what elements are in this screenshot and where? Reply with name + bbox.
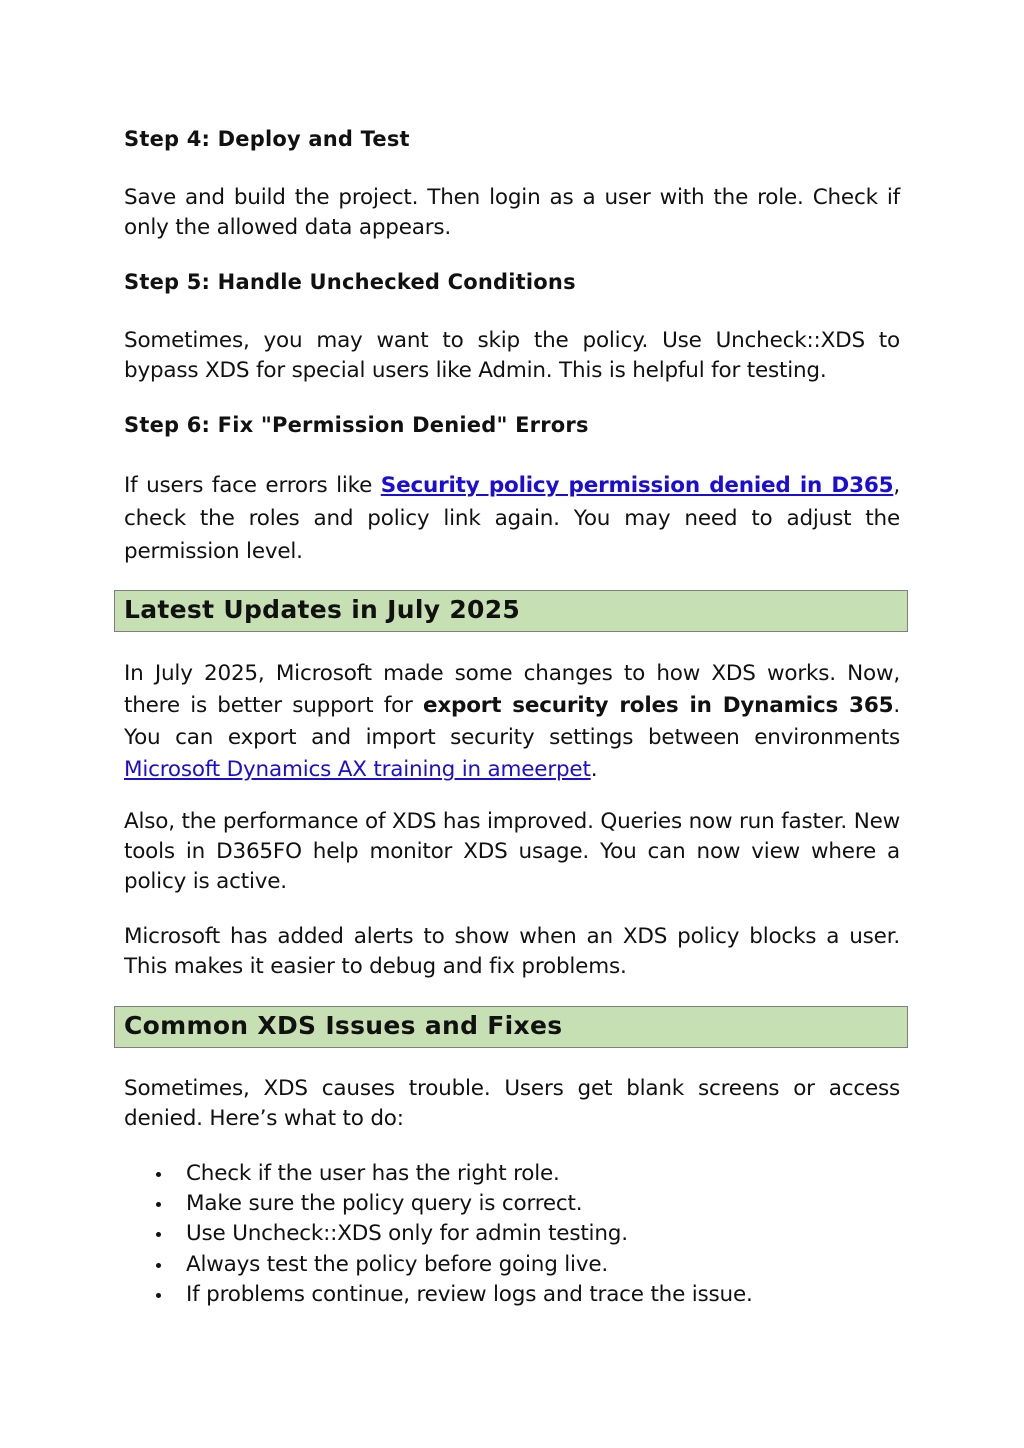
security-policy-link[interactable]: Security policy permission denied in D365 bbox=[380, 473, 894, 498]
list-item bbox=[150, 1189, 753, 1219]
list-item bbox=[150, 1159, 753, 1189]
bullet-icon bbox=[156, 1232, 161, 1237]
export-security-roles-bold: export security roles in Dynamics 365 bbox=[423, 693, 894, 718]
list-item bbox=[150, 1219, 753, 1249]
fix-list bbox=[150, 1159, 753, 1310]
bullet-icon bbox=[156, 1263, 161, 1268]
latest-updates-text-middle: . You can export and import security settings between environments bbox=[124, 693, 900, 750]
common-issues-intro: Sometimes, XDS causes trouble. Users get blank screens or access denied. Here’s what to do: bbox=[124, 1076, 900, 1131]
latest-updates-banner bbox=[114, 590, 908, 632]
latest-updates-paragraph-1 bbox=[124, 658, 900, 786]
common-issues-banner bbox=[114, 1006, 908, 1048]
step4-heading: Step 4: Deploy and Test bbox=[124, 127, 410, 151]
step6-heading: Step 6: Fix "Permission Denied" Errors bbox=[124, 413, 589, 437]
step4-paragraph: Save and build the project. Then login as a user with the role. Check if only the allowed data appears. bbox=[124, 185, 900, 240]
latest-updates-text-end: . bbox=[590, 757, 598, 782]
list-item-text: Always test the policy before going live. bbox=[186, 1251, 609, 1277]
step5-paragraph: Sometimes, you may want to skip the policy. Use Uncheck::XDS to bypass XDS for special users like Admin. This is helpful for testing. bbox=[124, 328, 900, 383]
latest-updates-text: In July 2025, Microsoft made some changes to how XDS works. Now, there is better support for bbox=[124, 661, 900, 718]
step5-heading: Step 5: Handle Unchecked Conditions bbox=[124, 270, 576, 294]
step6-paragraph bbox=[124, 469, 900, 568]
list-item-text: If problems continue, review logs and trace the issue. bbox=[186, 1281, 753, 1307]
dynamics-ax-training-link[interactable]: Microsoft Dynamics AX training in ameerpet bbox=[124, 757, 591, 782]
bullet-icon bbox=[156, 1202, 161, 1207]
step6-text-before: If users face errors like bbox=[124, 473, 381, 498]
bullet-icon bbox=[156, 1172, 161, 1177]
list-item-text: Make sure the policy query is correct. bbox=[186, 1191, 583, 1217]
bullet-icon bbox=[156, 1293, 161, 1298]
list-item bbox=[150, 1250, 753, 1280]
list-item-text: Check if the user has the right role. bbox=[186, 1161, 560, 1186]
latest-updates-heading: Latest Updates in July 2025 bbox=[124, 595, 521, 624]
list-item-text: Use Uncheck::XDS only for admin testing. bbox=[186, 1221, 628, 1247]
latest-updates-paragraph-2: Also, the performance of XDS has improved. Queries now run faster. New tools in D365FO help monitor XDS usage. You can now view where a policy is active. bbox=[124, 809, 900, 894]
list-item bbox=[150, 1280, 753, 1310]
latest-updates-paragraph-3: Microsoft has added alerts to show when an XDS policy blocks a user. This makes it easier to debug and fix problems. bbox=[124, 924, 900, 979]
step6-text-after: , check the roles and policy link again. You may need to adjust the permission level. bbox=[124, 473, 900, 564]
common-issues-heading: Common XDS Issues and Fixes bbox=[124, 1011, 563, 1040]
